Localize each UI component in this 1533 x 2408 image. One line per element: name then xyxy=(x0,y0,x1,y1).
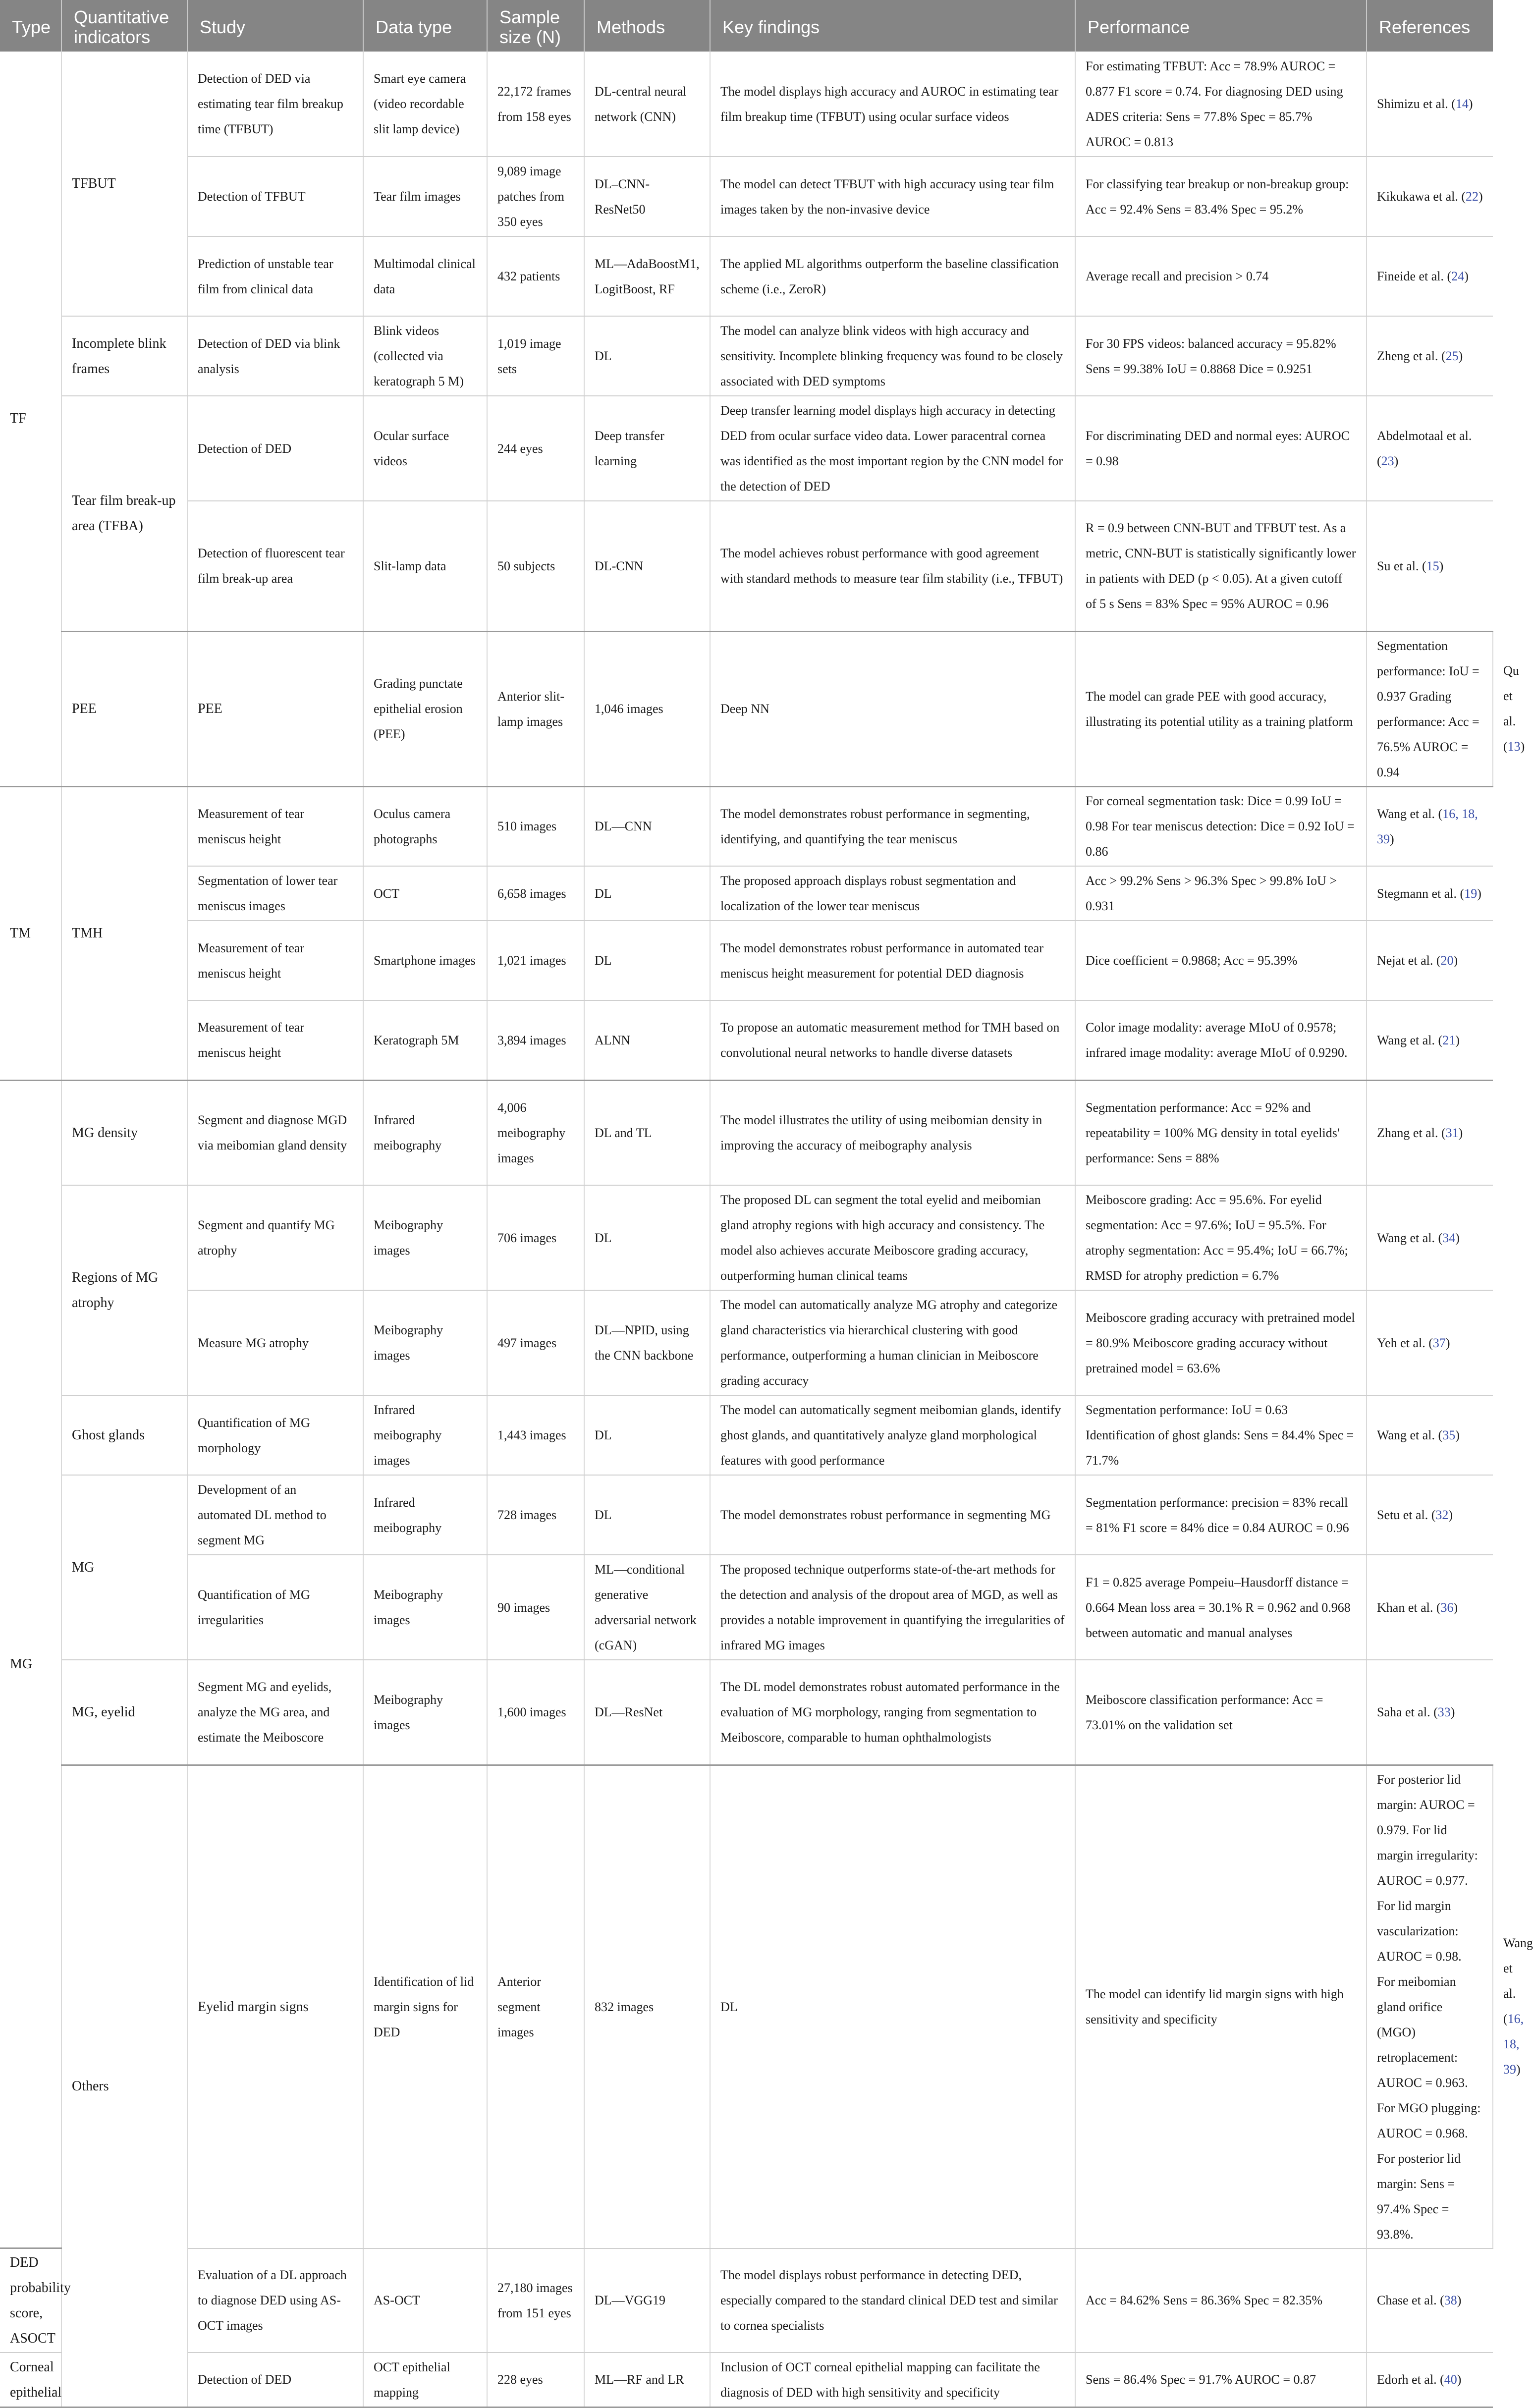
reference-author: Setu et al. ( xyxy=(1377,1508,1436,1522)
sample-size-cell: 1,021 images xyxy=(487,921,584,1000)
reference-close: ) xyxy=(1390,831,1394,846)
indicator-cell: MG, eyelid xyxy=(61,1660,187,1765)
reference-author: Chase et al. ( xyxy=(1377,2293,1444,2308)
reference-close: ) xyxy=(1458,349,1463,363)
study-cell: Development of an automated DL method to segment MG xyxy=(187,1475,363,1555)
table-row xyxy=(0,1555,1493,1660)
indicator-cell: DED probability score, ASOCT xyxy=(0,2248,61,2353)
key-findings-cell: The model achieves robust performance with good agreement with standard methods to measure tear film stability (i.e., TFBUT) xyxy=(710,501,1075,631)
table-row xyxy=(0,1660,1493,1765)
table-body xyxy=(0,52,1533,2407)
data-type-cell: Meibography images xyxy=(363,1660,487,1765)
table-row xyxy=(0,316,1493,396)
data-type-cell: Anterior segment images xyxy=(487,1765,584,2248)
sample-size-cell: 1,600 images xyxy=(487,1660,584,1765)
data-type-cell: Slit-lamp data xyxy=(363,501,487,631)
sample-size-cell: 1,046 images xyxy=(584,631,710,786)
key-findings-cell: The proposed technique outperforms state-of-the-art methods for the detection and analysis of the dropout area of MGD, as well as provides a notable improvement in quantifying the irregularities of infrared MG images xyxy=(710,1555,1075,1660)
reference-author: Wang et al. ( xyxy=(1377,806,1443,821)
reference-author: Su et al. ( xyxy=(1377,558,1426,573)
performance-cell: Segmentation performance: Acc = 92% and repeatability = 100% MG density in total eyelids' performance: Sens = 88% xyxy=(1075,1080,1367,1185)
reference-close: ) xyxy=(1457,2293,1462,2308)
reference-cell xyxy=(1367,2248,1493,2353)
study-cell: Segmentation of lower tear meniscus images xyxy=(187,866,363,921)
performance-cell: Segmentation performance: IoU = 0.937 Grading performance: Acc = 76.5% AUROC = 0.94 xyxy=(1367,631,1493,786)
data-type-cell: Ocular surface videos xyxy=(363,396,487,501)
table-row xyxy=(0,396,1493,501)
reference-author: Zhang et al. ( xyxy=(1377,1125,1446,1140)
reference-author: Yeh et al. ( xyxy=(1377,1335,1433,1350)
data-type-cell: Infrared meibography xyxy=(363,1475,487,1555)
reference-close: ) xyxy=(1450,1705,1455,1720)
key-findings-cell: To propose an automatic measurement method for TMH based on convolutional neural networks to handle diverse datasets xyxy=(710,1000,1075,1080)
table-row xyxy=(0,1000,1493,1080)
sample-size-cell: 90 images xyxy=(487,1555,584,1660)
table-row xyxy=(0,157,1493,236)
reference-author: Wang et al. ( xyxy=(1377,1033,1443,1047)
reference-close: ) xyxy=(1468,97,1473,111)
reference-author: Wang et al. ( xyxy=(1503,1936,1533,2026)
reference-author: Nejat et al. ( xyxy=(1377,953,1441,968)
reference-cell xyxy=(1367,396,1493,501)
header-performance: Performance xyxy=(1075,0,1367,52)
reference-cell xyxy=(1367,866,1493,921)
performance-cell: Average recall and precision > 0.74 xyxy=(1075,236,1367,316)
performance-cell: R = 0.9 between CNN-BUT and TFBUT test. As a metric, CNN-BUT is statistically significantly lower in patients with DED (p < 0.05). At a given cutoff of 5 s Sens = 83% Spec = 95% AUROC = 0.96 xyxy=(1075,501,1367,631)
key-findings-cell: The model can automatically analyze MG atrophy and categorize gland characteristics via hierarchical clustering with good performance, outperforming a human clinician in Meiboscore grading accuracy xyxy=(710,1290,1075,1395)
reference-cell xyxy=(1367,52,1493,157)
reference-cell xyxy=(1367,2353,1493,2407)
table-row xyxy=(0,1080,1493,1185)
study-cell: Detection of fluorescent tear film break-up area xyxy=(187,501,363,631)
data-type-cell: Meibography images xyxy=(363,1185,487,1290)
data-type-cell: Keratograph 5M xyxy=(363,1000,487,1080)
methods-cell: DL xyxy=(584,1185,710,1290)
indicator-cell: TFBUT xyxy=(61,52,187,316)
reference-close: ) xyxy=(1453,1600,1458,1615)
reference-cell xyxy=(1367,921,1493,1000)
reference-cell xyxy=(1367,1000,1493,1080)
reference-cell xyxy=(1367,1660,1493,1765)
methods-cell: Deep transfer learning xyxy=(584,396,710,501)
performance-cell: Meiboscore classification performance: Acc = 73.01% on the validation set xyxy=(1075,1660,1367,1765)
reference-number-link[interactable]: 14 xyxy=(1455,97,1469,111)
methods-cell: DL-CNN xyxy=(584,501,710,631)
methods-cell: DL—VGG19 xyxy=(584,2248,710,2353)
reference-close: ) xyxy=(1455,1230,1460,1245)
study-cell: Detection of DED xyxy=(187,2353,363,2407)
reference-number-link[interactable]: 23 xyxy=(1381,454,1394,468)
methods-cell: ML—AdaBoostM1, LogitBoost, RF xyxy=(584,236,710,316)
performance-cell: Meiboscore grading accuracy with pretrained model = 80.9% Meiboscore grading accuracy without pretrained model = 63.6% xyxy=(1075,1290,1367,1395)
methods-cell: ML—conditional generative adversarial network (cGAN) xyxy=(584,1555,710,1660)
methods-cell: ALNN xyxy=(584,1000,710,1080)
table-row xyxy=(0,631,1493,786)
table-row xyxy=(0,921,1493,1000)
indicator-cell: Corneal epithelial xyxy=(0,2353,61,2407)
study-cell: Measurement of tear meniscus height xyxy=(187,1000,363,1080)
study-cell: Grading punctate epithelial erosion (PEE) xyxy=(363,631,487,786)
methods-cell: ML—RF and LR xyxy=(584,2353,710,2407)
key-findings-cell: The model can analyze blink videos with high accuracy and sensitivity. Incomplete blinking frequency was found to be closely associated with DED symptoms xyxy=(710,316,1075,396)
data-type-cell: AS-OCT xyxy=(363,2248,487,2353)
reference-cell xyxy=(1367,1185,1493,1290)
key-findings-cell: Inclusion of OCT corneal epithelial mapping can facilitate the diagnosis of DED with high sensitivity and specificity xyxy=(710,2353,1075,2407)
data-type-cell: OCT xyxy=(363,866,487,921)
reference-cell xyxy=(1367,1475,1493,1555)
data-type-cell: Oculus camera photographs xyxy=(363,786,487,866)
data-type-cell: Infrared meibography xyxy=(363,1080,487,1185)
type-cell: TF xyxy=(0,52,61,786)
performance-cell: Dice coefficient = 0.9868; Acc = 95.39% xyxy=(1075,921,1367,1000)
sample-size-cell: 22,172 frames from 158 eyes xyxy=(487,52,584,157)
sample-size-cell: 728 images xyxy=(487,1475,584,1555)
methods-cell: DL–CNN-ResNet50 xyxy=(584,157,710,236)
table-row xyxy=(0,1395,1493,1475)
reference-number-link[interactable]: 22 xyxy=(1466,189,1479,204)
study-cell: Segment and quantify MG atrophy xyxy=(187,1185,363,1290)
performance-cell: Meiboscore grading: Acc = 95.6%. For eyelid segmentation: Acc = 97.6%; IoU = 95.5%. For atrophy segmentation: Acc = 95.4%; IoU = 66.7%; RMSD for atrophy prediction = 6.7% xyxy=(1075,1185,1367,1290)
key-findings-cell: The model can grade PEE with good accuracy, illustrating its potential utility as a training platform xyxy=(1075,631,1367,786)
reference-author: Wang et al. ( xyxy=(1377,1230,1443,1245)
reference-close: ) xyxy=(1478,189,1483,204)
sample-size-cell: 1,019 image sets xyxy=(487,316,584,396)
methods-cell: DL xyxy=(584,921,710,1000)
reference-cell xyxy=(1367,236,1493,316)
performance-cell: Segmentation performance: precision = 83% recall = 81% F1 score = 84% dice = 0.84 AUROC = 0.96 xyxy=(1075,1475,1367,1555)
reference-author: Fineide et al. ( xyxy=(1377,269,1452,283)
reference-close: ) xyxy=(1448,1508,1453,1522)
reference-close: ) xyxy=(1477,886,1481,901)
methods-cell: DL xyxy=(584,866,710,921)
sample-size-cell: 432 patients xyxy=(487,236,584,316)
data-type-cell: Meibography images xyxy=(363,1555,487,1660)
reference-cell xyxy=(1367,316,1493,396)
key-findings-cell: Deep transfer learning model displays high accuracy in detecting DED from ocular surface video data. Lower paracentral cornea was identified as the most important region by the CNN model for the detection of DED xyxy=(710,396,1075,501)
reference-author: Wang et al. ( xyxy=(1377,1428,1443,1442)
indicator-cell: Ghost glands xyxy=(61,1395,187,1475)
reference-number-link[interactable]: 32 xyxy=(1435,1508,1449,1522)
key-findings-cell: The DL model demonstrates robust automated performance in the evaluation of MG morphology, ranging from segmentation to Meiboscore, comparable to human ophthalmologists xyxy=(710,1660,1075,1765)
data-type-cell: OCT epithelial mapping xyxy=(363,2353,487,2407)
sample-size-cell: 228 eyes xyxy=(487,2353,584,2407)
data-type-cell: Tear film images xyxy=(363,157,487,236)
study-cell: Detection of DED via estimating tear film breakup time (TFBUT) xyxy=(187,52,363,157)
sample-size-cell: 6,658 images xyxy=(487,866,584,921)
key-findings-cell: The model can automatically segment meibomian glands, identify ghost glands, and quantitatively analyze gland morphological features with good performance xyxy=(710,1395,1075,1475)
indicator-cell: PEE xyxy=(187,631,363,786)
reference-cell xyxy=(1367,1395,1493,1475)
study-cell: Detection of DED via blink analysis xyxy=(187,316,363,396)
key-findings-cell: The model can detect TFBUT with high accuracy using tear film images taken by the non-invasive device xyxy=(710,157,1075,236)
data-type-cell: Meibography images xyxy=(363,1290,487,1395)
reference-number-link[interactable]: 34 xyxy=(1442,1230,1456,1245)
reference-cell xyxy=(1367,1080,1493,1185)
reference-cell xyxy=(1367,1555,1493,1660)
sample-size-cell: 4,006 meibography images xyxy=(487,1080,584,1185)
reference-number-link[interactable]: 15 xyxy=(1426,558,1439,573)
reference-number-link[interactable]: 20 xyxy=(1440,953,1454,968)
reference-number-link[interactable]: 16, 18, 39 xyxy=(1377,806,1478,846)
table-row xyxy=(0,1290,1493,1395)
table-row xyxy=(0,1765,1493,2248)
methods-cell: DL-central neural network (CNN) xyxy=(584,52,710,157)
performance-cell: For classifying tear breakup or non-breakup group: Acc = 92.4% Sens = 83.4% Spec = 95.2% xyxy=(1075,157,1367,236)
reference-cell xyxy=(1367,786,1493,866)
reference-number-link[interactable]: 19 xyxy=(1464,886,1478,901)
reference-author: Zheng et al. ( xyxy=(1377,349,1446,363)
reference-close: ) xyxy=(1453,953,1458,968)
study-cell: Segment and diagnose MGD via meibomian gland density xyxy=(187,1080,363,1185)
key-findings-cell: The proposed approach displays robust segmentation and localization of the lower tear meniscus xyxy=(710,866,1075,921)
performance-cell: For 30 FPS videos: balanced accuracy = 95.82% Sens = 99.38% IoU = 0.8868 Dice = 0.9251 xyxy=(1075,316,1367,396)
header-row xyxy=(0,0,1493,52)
key-findings-cell: The model can identify lid margin signs with high sensitivity and specificity xyxy=(1075,1765,1367,2248)
reference-close: ) xyxy=(1439,558,1444,573)
data-type-cell: Multimodal clinical data xyxy=(363,236,487,316)
table-row xyxy=(0,236,1493,316)
reference-number-link[interactable]: 35 xyxy=(1442,1428,1456,1442)
key-findings-cell: The model displays robust performance in detecting DED, especially compared to the standard clinical DED test and similar to cornea specialists xyxy=(710,2248,1075,2353)
performance-cell: Segmentation performance: IoU = 0.63 Identification of ghost glands: Sens = 84.4% Spec = 71.7% xyxy=(1075,1395,1367,1475)
indicator-cell: MG density xyxy=(61,1080,187,1185)
reference-author: Qu et al. ( xyxy=(1503,663,1519,754)
performance-cell: For discriminating DED and normal eyes: AUROC = 0.98 xyxy=(1075,396,1367,501)
data-type-cell: Smart eye camera (video recordable slit lamp device) xyxy=(363,52,487,157)
reference-number-link[interactable]: 36 xyxy=(1440,1600,1454,1615)
indicator-cell: Tear film break-up area (TFBA) xyxy=(61,396,187,631)
sample-size-cell: 1,443 images xyxy=(487,1395,584,1475)
table-row xyxy=(0,501,1493,631)
data-type-cell: Infrared meibography images xyxy=(363,1395,487,1475)
methods-cell: DL and TL xyxy=(584,1080,710,1185)
data-type-cell: Blink videos (collected via keratograph 5 M) xyxy=(363,316,487,396)
study-cell: Identification of lid margin signs for DED xyxy=(363,1765,487,2248)
methods-cell: DL—ResNet xyxy=(584,1660,710,1765)
key-findings-cell: The model displays high accuracy and AUROC in estimating tear film breakup time (TFBUT) using ocular surface videos xyxy=(710,52,1075,157)
sample-size-cell: 510 images xyxy=(487,786,584,866)
reference-number-link[interactable]: 13 xyxy=(1507,739,1521,754)
methods-cell: DL xyxy=(584,316,710,396)
table-row xyxy=(0,1185,1493,1290)
header-key-findings: Key findings xyxy=(710,0,1075,52)
reference-number-link[interactable]: 25 xyxy=(1445,349,1459,363)
performance-cell: Sens = 86.4% Spec = 91.7% AUROC = 0.87 xyxy=(1075,2353,1367,2407)
methods-cell: DL xyxy=(584,1475,710,1555)
key-findings-cell: The model demonstrates robust performance in segmenting, identifying, and quantifying the tear meniscus xyxy=(710,786,1075,866)
key-findings-cell: The model illustrates the utility of using meibomian density in improving the accuracy of meibography analysis xyxy=(710,1080,1075,1185)
reference-cell xyxy=(1367,157,1493,236)
header-quantitative-indicators: Quantitative indicators xyxy=(61,0,187,52)
type-cell: TM xyxy=(0,786,61,1080)
header-data-type: Data type xyxy=(363,0,487,52)
reference-number-link[interactable]: 33 xyxy=(1437,1705,1451,1720)
sample-size-cell: 27,180 images from 151 eyes xyxy=(487,2248,584,2353)
performance-cell: For corneal segmentation task: Dice = 0.99 IoU = 0.98 For tear meniscus detection: Dice = 0.92 IoU = 0.86 xyxy=(1075,786,1367,866)
header-type: Type xyxy=(0,0,61,52)
reference-close: ) xyxy=(1455,1428,1460,1442)
header-references: References xyxy=(1367,0,1493,52)
performance-cell: Color image modality: average MIoU of 0.9578; infrared image modality: average MIoU of 0.9290. xyxy=(1075,1000,1367,1080)
reference-cell xyxy=(1367,501,1493,631)
methods-cell: DL—NPID, using the CNN backbone xyxy=(584,1290,710,1395)
study-cell: Segment MG and eyelids, analyze the MG area, and estimate the Meiboscore xyxy=(187,1660,363,1765)
table-row xyxy=(0,866,1493,921)
reference-author: Stegmann et al. ( xyxy=(1377,886,1465,901)
key-findings-cell: The model demonstrates robust performance in automated tear meniscus height measurement for potential DED diagnosis xyxy=(710,921,1075,1000)
reference-author: Saha et al. ( xyxy=(1377,1705,1438,1720)
reference-close: ) xyxy=(1394,454,1399,468)
reference-number-link[interactable]: 38 xyxy=(1444,2293,1457,2308)
study-cell: Detection of DED xyxy=(187,396,363,501)
indicator-cell: Eyelid margin signs xyxy=(187,1765,363,2248)
reference-number-link[interactable]: 37 xyxy=(1432,1335,1446,1350)
reference-author: Kikukawa et al. ( xyxy=(1377,189,1466,204)
type-cell: Others xyxy=(61,1765,187,2407)
study-cell: Quantification of MG irregularities xyxy=(187,1555,363,1660)
sample-size-cell: 50 subjects xyxy=(487,501,584,631)
sample-size-cell: 9,089 image patches from 350 eyes xyxy=(487,157,584,236)
reference-close: ) xyxy=(1464,269,1469,283)
header-methods: Methods xyxy=(584,0,710,52)
reference-number-link[interactable]: 24 xyxy=(1451,269,1465,283)
sample-size-cell: 832 images xyxy=(584,1765,710,2248)
reference-close: ) xyxy=(1445,1335,1450,1350)
indicator-cell: MG xyxy=(61,1475,187,1660)
reference-close: ) xyxy=(1458,1125,1463,1140)
reference-number-link[interactable]: 16, 18, 39 xyxy=(1503,2012,1524,2077)
type-cell: MG xyxy=(0,1080,61,2248)
reference-number-link[interactable]: 21 xyxy=(1442,1033,1456,1047)
performance-cell: For posterior lid margin: AUROC = 0.979. For lid margin irregularity: AUROC = 0.977. For lid margin vascularization: AUROC = 0.98. For meibomian gland orifice (MGO) retroplacement: AUROC = 0.963. For MGO plugging: AUROC = 0.968. For posterior lid margin: Sens = 97.4% Spec = 93.8%. xyxy=(1367,1765,1493,2248)
reference-author: Edorh et al. ( xyxy=(1377,2372,1444,2387)
table-row xyxy=(0,786,1493,866)
reference-number-link[interactable]: 31 xyxy=(1445,1125,1459,1140)
performance-cell: For estimating TFBUT: Acc = 78.9% AUROC = 0.877 F1 score = 0.74. For diagnosing DED using ADES criteria: Sens = 77.8% Spec = 85.7% AUROC = 0.813 xyxy=(1075,52,1367,157)
sample-size-cell: 244 eyes xyxy=(487,396,584,501)
reference-number-link[interactable]: 40 xyxy=(1444,2372,1457,2387)
data-type-cell: Smartphone images xyxy=(363,921,487,1000)
header-study: Study xyxy=(187,0,363,52)
key-findings-cell: The model demonstrates robust performance in segmenting MG xyxy=(710,1475,1075,1555)
study-cell: Evaluation of a DL approach to diagnose DED using AS-OCT images xyxy=(187,2248,363,2353)
reference-author: Khan et al. ( xyxy=(1377,1600,1441,1615)
performance-cell: Acc = 84.62% Sens = 86.36% Spec = 82.35% xyxy=(1075,2248,1367,2353)
study-cell: Measurement of tear meniscus height xyxy=(187,921,363,1000)
performance-cell: F1 = 0.825 average Pompeiu–Hausdorff distance = 0.664 Mean loss area = 30.1% R = 0.962 and 0.968 between automatic and manual analyses xyxy=(1075,1555,1367,1660)
table-row xyxy=(0,52,1493,157)
study-cell: Measure MG atrophy xyxy=(187,1290,363,1395)
table-row xyxy=(0,2248,1493,2353)
reference-close: ) xyxy=(1455,1033,1460,1047)
reference-author: Shimizu et al. ( xyxy=(1377,97,1456,111)
reference-cell xyxy=(1367,1290,1493,1395)
reference-author: Abdelmotaal et al. ( xyxy=(1377,429,1472,468)
key-findings-cell: The applied ML algorithms outperform the baseline classification scheme (i.e., ZeroR) xyxy=(710,236,1075,316)
sample-size-cell: 497 images xyxy=(487,1290,584,1395)
study-cell: Measurement of tear meniscus height xyxy=(187,786,363,866)
sample-size-cell: 706 images xyxy=(487,1185,584,1290)
reference-close: ) xyxy=(1520,739,1525,754)
indicator-cell: Regions of MG atrophy xyxy=(61,1185,187,1395)
study-cell: Quantification of MG morphology xyxy=(187,1395,363,1475)
reference-close: ) xyxy=(1516,2062,1521,2077)
methods-cell: DL—CNN xyxy=(584,786,710,866)
methods-cell: Deep NN xyxy=(710,631,1075,786)
header-sample-size: Sample size (N) xyxy=(487,0,584,52)
sample-size-cell: 3,894 images xyxy=(487,1000,584,1080)
data-type-cell: Anterior slit-lamp images xyxy=(487,631,584,786)
study-cell: Prediction of unstable tear film from clinical data xyxy=(187,236,363,316)
methods-cell: DL xyxy=(710,1765,1075,2248)
key-findings-cell: The proposed DL can segment the total eyelid and meibomian gland atrophy regions with high accuracy and consistency. The model also achieves accurate Meiboscore grading accuracy, outperforming human clinical teams xyxy=(710,1185,1075,1290)
study-cell: Detection of TFBUT xyxy=(187,157,363,236)
table-row xyxy=(0,2353,1493,2407)
indicator-cell: TMH xyxy=(61,786,187,1080)
performance-cell: Acc > 99.2% Sens > 96.3% Spec > 99.8% IoU > 0.931 xyxy=(1075,866,1367,921)
type-cell: PEE xyxy=(61,631,187,786)
reference-close: ) xyxy=(1457,2372,1462,2387)
indicator-cell: Incomplete blink frames xyxy=(61,316,187,396)
table-row xyxy=(0,1475,1493,1555)
methods-cell: DL xyxy=(584,1395,710,1475)
